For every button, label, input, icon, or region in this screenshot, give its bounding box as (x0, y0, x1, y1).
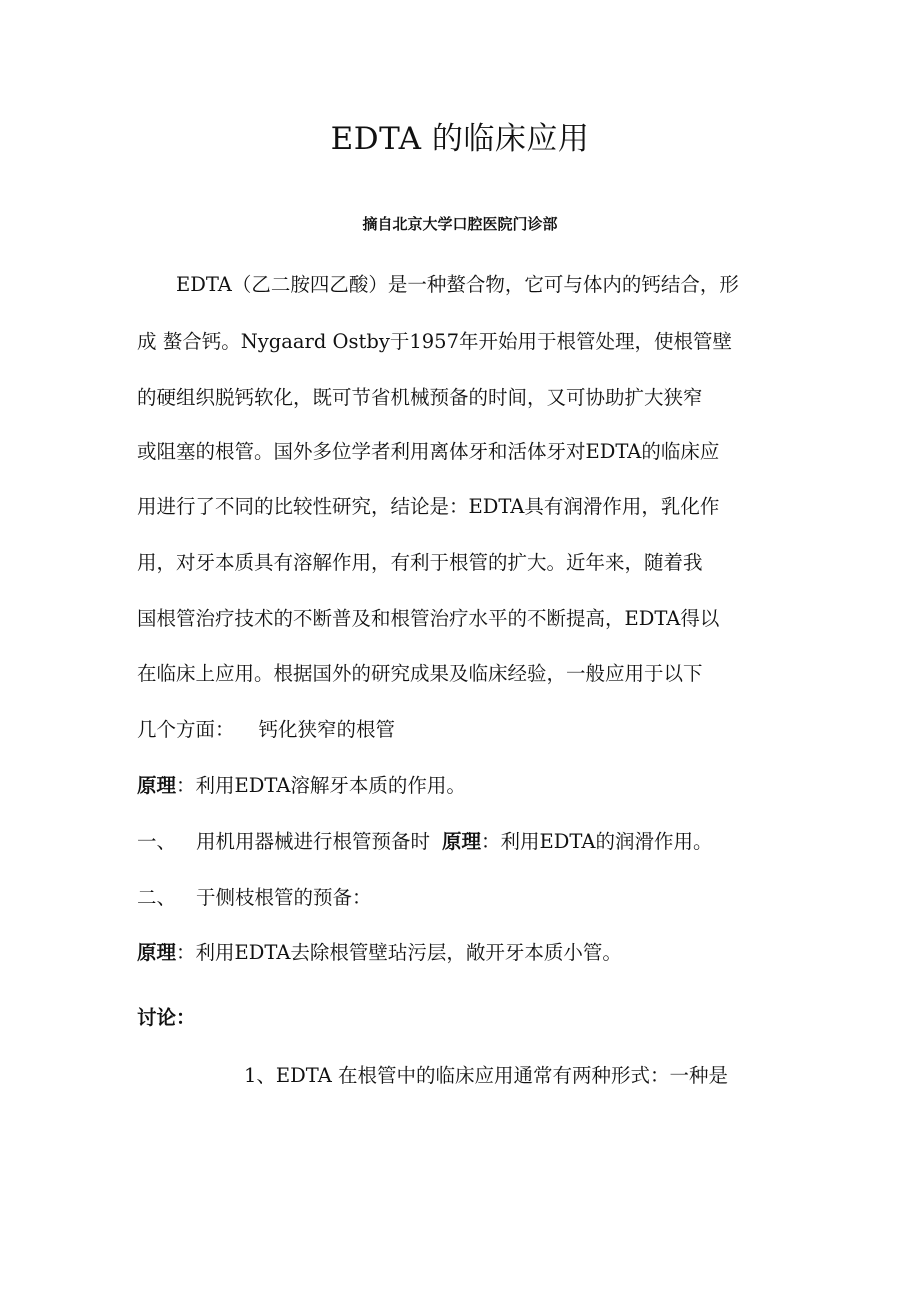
document-source: 摘自北京大学口腔医院门诊部 (362, 215, 558, 233)
principle-text: ：利用EDTA溶解牙本质的作用。 (176, 774, 466, 797)
paragraph-line: 在临床上应用。根据国外的研究成果及临床经验，一般应用于以下 (137, 662, 703, 685)
principle-text: ：利用EDTA的润滑作用。 (481, 830, 713, 853)
paragraph-line: 成 螯合钙。Nygaard Ostby于1957年开始用于根管处理，使根管壁 (137, 330, 732, 353)
principle-text: ：利用EDTA去除根管壁玷污层，敞开牙本质小管。 (176, 941, 622, 964)
paragraph-line (137, 715, 395, 745)
subheading-calcified-canal: 钙化狭窄的根管 (258, 718, 396, 741)
document-title: EDTA 的临床应用 (330, 121, 590, 157)
principle-line (137, 938, 622, 968)
paragraph-line: 国根管治疗技术的不断普及和根管治疗水平的不断提高，EDTA得以 (137, 607, 720, 630)
list-item (137, 883, 372, 913)
paragraph-line: 用进行了不同的比较性研究，结论是：EDTA具有润滑作用，乳化作 (137, 495, 720, 518)
paragraph-line: 的硬组织脱钙软化，既可节省机械预备的时间，又可协助扩大狭窄 (137, 386, 703, 409)
principle-label: 原理 (442, 830, 482, 853)
paragraph-line: EDTA（乙二胺四乙酸）是一种螯合物，它可与体内的钙结合，形 (176, 273, 739, 296)
paragraph-line: 用，对牙本质具有溶解作用，有利于根管的扩大。近年来，随着我 (137, 551, 703, 574)
discussion-line: 1、EDTA 在根管中的临床应用通常有两种形式：一种是 (244, 1064, 728, 1087)
list-item-text: 用机用器械进行根管预备时 (196, 830, 431, 853)
principle-label: 原理 (137, 774, 177, 797)
list-item-number: 一、 (137, 830, 177, 853)
list-item (137, 827, 712, 857)
list-item-number: 二、 (137, 886, 177, 909)
list-item-text: 于侧枝根管的预备： (196, 886, 372, 909)
discussion-heading: 讨论： (137, 1006, 196, 1029)
paragraph-line: 或阻塞的根管。国外多位学者利用离体牙和活体牙对EDTA的临床应 (137, 440, 720, 463)
paragraph-line-text: 几个方面： (137, 718, 235, 741)
principle-label: 原理 (137, 941, 177, 964)
principle-line (137, 771, 466, 801)
